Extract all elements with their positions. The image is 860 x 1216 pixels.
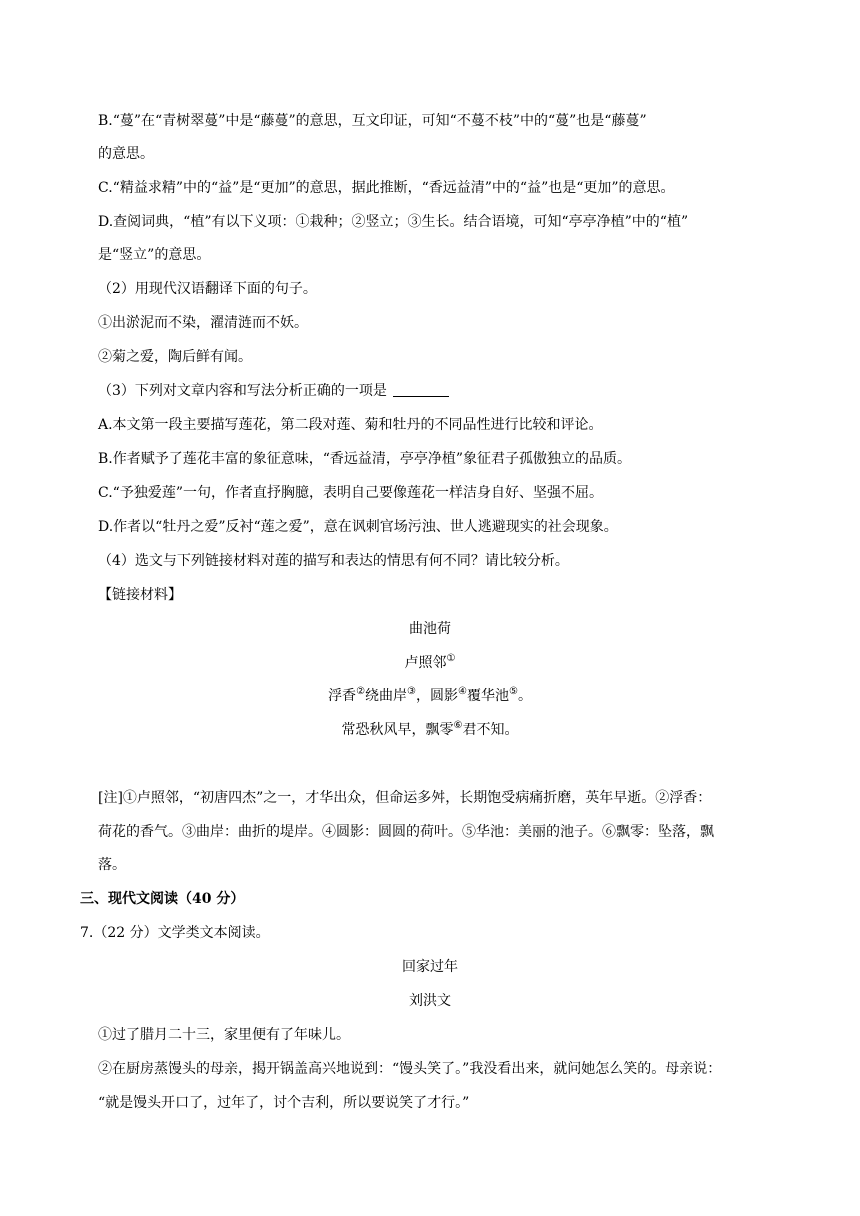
question-4: （4）选文与下列链接材料对莲的描写和表达的情思有何不同？请比较分析。 (98, 553, 569, 569)
option-d-line1: D.查阅词典，“植”有以下义项：①栽种；②竖立；③生长。结合语境，可知“亭亭净植”中的“植” (98, 214, 689, 230)
poem-author-name: 卢照邻 (404, 655, 447, 671)
question-3-option-d: D.作者以“牡丹之爱”反衬“莲之爱”，意在讽刺官场污浊、世人逃避现实的社会现象。 (98, 519, 618, 535)
story-paragraph-2-line-2: “就是馒头开口了，过年了，讨个吉利，所以要说笑了才行。” (98, 1095, 470, 1111)
story-author: 刘洪文 (409, 993, 451, 1009)
poem-line-2 (0, 720, 860, 740)
footnote-marker: ② (356, 686, 366, 697)
question-3-option-b: B.作者赋予了莲花丰富的象征意味，“香远益清，亭亭净植”象征君子孤傲独立的品质。 (98, 451, 632, 467)
question-3-option-a: A.本文第一段主要描写莲花，第二段对莲、菊和牡丹的不同品性进行比较和评论。 (98, 417, 603, 433)
poem-text: 浮香 (328, 688, 357, 704)
poem-text: 。 (517, 688, 532, 704)
question-7: 7.（22 分）文学类文本阅读。 (80, 925, 270, 941)
poem-text: ，圆影 (416, 688, 458, 704)
question-2-sentence-1: ①出淤泥而不染，濯清涟而不妖。 (98, 315, 308, 331)
poem-text: 绕曲岸 (365, 688, 408, 704)
poem-text: 覆华池 (466, 688, 509, 704)
question-3-option-c: C.“予独爱莲”一句，作者直抒胸臆，表明自己要像莲花一样洁身自好、坚强不屈。 (98, 485, 603, 501)
footnote-marker: ⑤ (508, 686, 518, 697)
option-b-line2: 的意思。 (98, 146, 154, 162)
footnote-marker: ④ (458, 686, 467, 697)
question-2: （2）用现代汉语翻译下面的句子。 (98, 281, 317, 297)
footnote-marker: ① (446, 653, 456, 664)
notes-line-2: 荷花的香气。③曲岸：曲折的堤岸。④圆影：圆圆的荷叶。⑤华池：美丽的池子。⑥飘零：坠落，飘 (98, 824, 714, 840)
link-material-heading: 【链接材料】 (98, 587, 182, 603)
poem-text: 君不知。 (462, 722, 519, 738)
question-3 (98, 381, 788, 401)
question-3-text: （3）下列对文章内容和写法分析正确的一项是 (98, 383, 387, 399)
notes-line-3: 落。 (98, 857, 126, 873)
answer-blank (393, 382, 449, 397)
option-b-line1: B.“蔓”在“青树翠蔓”中是“藤蔓”的意思，互文印证，可知“不蔓不枝”中的“蔓”也是“藤蔓” (98, 113, 647, 129)
notes-line-1: [注]①卢照邻，“初唐四杰”之一，才华出众，但命运多舛，长期饱受病痛折磨，英年早逝。②浮香： (98, 790, 712, 806)
story-title: 回家过年 (402, 959, 458, 975)
poem-text: 常恐秋风早，飘零 (341, 722, 454, 738)
option-c-line1: C.“精益求精”中的“益”是“更加”的意思，据此推断，“香远益清”中的“益”也是“更加”的意思。 (98, 180, 675, 196)
option-d-line2: 是“竖立”的意思。 (98, 247, 211, 263)
poem-title: 曲池荷 (409, 621, 451, 637)
footnote-marker: ③ (407, 686, 416, 697)
question-2-sentence-2: ②菊之爱，陶后鲜有闻。 (98, 349, 252, 365)
poem-line-1 (0, 686, 860, 706)
section-heading: 三、现代文阅读（40 分） (80, 891, 245, 907)
footnote-marker: ⑥ (453, 720, 463, 731)
poem-author (0, 653, 860, 673)
story-paragraph-2-line-1: ②在厨房蒸馒头的母亲，揭开锅盖高兴地说到：“馒头笑了。”我没看出来，就问她怎么笑的。母亲说： (98, 1061, 722, 1077)
story-paragraph-1: ①过了腊月二十三，家里便有了年味儿。 (98, 1027, 350, 1043)
